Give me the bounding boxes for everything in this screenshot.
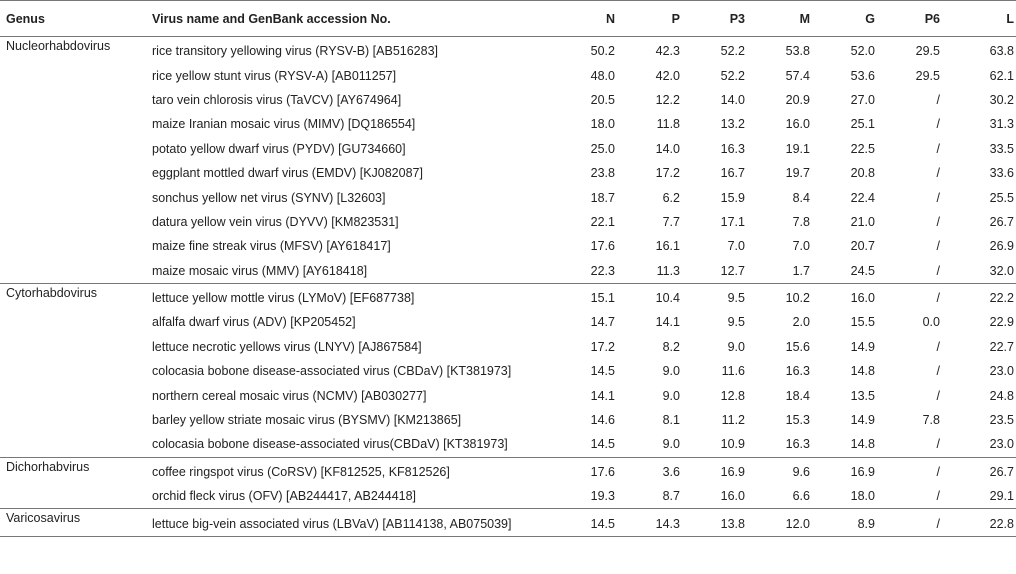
value-cell-n: 17.6 — [590, 464, 615, 479]
value-cell-p6: 29.5 — [915, 44, 940, 59]
genus-cell: Cytorhabdovirus — [0, 283, 152, 457]
value-cell-l: 30.2 — [989, 92, 1014, 107]
value-cell-m: 16.3 — [753, 432, 818, 457]
value-cell-l: 26.7 — [989, 214, 1014, 229]
value-cell-p3: 12.7 — [688, 259, 753, 284]
value-cell-g: 14.9 — [850, 413, 875, 428]
value-cell-m: 20.9 — [785, 92, 810, 107]
value-cell-m: 53.8 — [785, 44, 810, 59]
value-cell-l: 32.0 — [948, 259, 1016, 284]
value-cell-n: 18.0 — [590, 117, 615, 132]
table-row — [0, 359, 1016, 383]
virus-name-cell: rice transitory yellowing virus (RYSV-B) [AB516283] — [152, 44, 438, 59]
header-m: M — [753, 1, 818, 37]
value-cell-g: 20.8 — [850, 166, 875, 181]
virus-name-cell: coffee ringspot virus (CoRSV) [KF812525, KF812526] — [152, 464, 450, 479]
header-p6: P6 — [883, 1, 948, 37]
value-cell-p3: 16.3 — [720, 141, 745, 156]
value-cell-n: 17.6 — [590, 239, 615, 254]
table-row — [0, 234, 1016, 258]
table-row — [0, 63, 1016, 87]
value-cell-l: 22.9 — [989, 315, 1014, 330]
table-row — [0, 137, 1016, 161]
value-cell-n: 14.5 — [558, 432, 623, 457]
value-cell-l: 26.9 — [989, 239, 1014, 254]
value-cell-n: 15.1 — [590, 291, 615, 306]
value-cell-g: 20.7 — [850, 239, 875, 254]
table-body — [0, 37, 1016, 537]
value-cell-n: 14.1 — [590, 388, 615, 403]
table-row — [0, 37, 1016, 64]
value-cell-p3: 52.2 — [720, 68, 745, 83]
value-cell-p: 10.4 — [655, 291, 680, 306]
value-cell-p: 14.1 — [655, 315, 680, 330]
value-cell-p: 8.1 — [662, 413, 680, 428]
value-cell-l: 33.5 — [989, 141, 1014, 156]
header-row — [0, 1, 1016, 37]
value-cell-p: 9.0 — [623, 432, 688, 457]
table-row — [0, 161, 1016, 185]
value-cell-p: 8.2 — [662, 339, 680, 354]
value-cell-p: 17.2 — [655, 166, 680, 181]
virus-name-cell: rice yellow stunt virus (RYSV-A) [AB011257] — [152, 68, 397, 83]
value-cell-p3: 7.0 — [727, 239, 745, 254]
virus-name-cell: maize fine streak virus (MFSV) [AY618417] — [152, 239, 391, 254]
value-cell-l: 26.7 — [989, 464, 1014, 479]
value-cell-p3: 16.7 — [720, 166, 745, 181]
value-cell-p: 9.0 — [662, 388, 680, 403]
table-row — [0, 310, 1016, 334]
value-cell-n: 22.1 — [590, 214, 615, 229]
value-cell-p3: 14.0 — [720, 92, 745, 107]
value-cell-p6: / — [936, 92, 940, 107]
value-cell-n: 22.3 — [558, 259, 623, 284]
virus-name-cell: lettuce necrotic yellows virus (LNYV) [AJ867584] — [152, 339, 422, 354]
value-cell-p6: / — [883, 432, 948, 457]
value-cell-l: 29.1 — [948, 484, 1016, 509]
value-cell-m: 6.6 — [753, 484, 818, 509]
table-row — [0, 457, 1016, 484]
value-cell-p: 6.2 — [662, 190, 680, 205]
header-l: L — [948, 1, 1016, 37]
value-cell-m: 15.6 — [785, 339, 810, 354]
value-cell-p6: / — [883, 259, 948, 284]
table-row — [0, 185, 1016, 209]
value-cell-p3: 11.2 — [721, 413, 745, 428]
value-cell-n: 14.6 — [590, 413, 615, 428]
value-cell-p: 42.0 — [655, 68, 680, 83]
value-cell-p6: / — [936, 117, 940, 132]
value-cell-l: 31.3 — [989, 117, 1014, 132]
value-cell-n: 48.0 — [590, 68, 615, 83]
virus-name-cell: orchid fleck virus (OFV) [AB244417, AB244418] — [152, 484, 558, 509]
header-genus: Genus — [0, 1, 152, 37]
header-n: N — [558, 1, 623, 37]
virus-name-cell: eggplant mottled dwarf virus (EMDV) [KJ082087] — [152, 166, 423, 181]
value-cell-p3: 9.0 — [727, 339, 745, 354]
value-cell-p6: / — [936, 214, 940, 229]
table-row — [0, 335, 1016, 359]
value-cell-m: 2.0 — [792, 315, 810, 330]
table-row — [0, 484, 1016, 509]
value-cell-n: 17.2 — [590, 339, 615, 354]
value-cell-m: 16.3 — [785, 364, 810, 379]
value-cell-m: 15.3 — [785, 413, 810, 428]
value-cell-g: 22.4 — [850, 190, 875, 205]
value-cell-p6: 29.5 — [915, 68, 940, 83]
value-cell-g: 14.8 — [818, 432, 883, 457]
value-cell-p6: 0.0 — [922, 315, 940, 330]
header-virus-name: Virus name and GenBank accession No. — [152, 1, 558, 37]
value-cell-p3: 15.9 — [720, 190, 745, 205]
value-cell-g: 27.0 — [850, 92, 875, 107]
value-cell-g: 52.0 — [850, 44, 875, 59]
value-cell-p: 12.2 — [655, 92, 680, 107]
value-cell-n: 18.7 — [590, 190, 615, 205]
table-row — [0, 210, 1016, 234]
virus-name-cell: colocasia bobone disease-associated virus(CBDaV) [KT381973] — [152, 432, 558, 457]
value-cell-p6: / — [936, 239, 940, 254]
value-cell-p3: 9.5 — [727, 315, 745, 330]
table-row — [0, 383, 1016, 407]
value-cell-m: 8.4 — [792, 190, 810, 205]
value-cell-p: 11.3 — [623, 259, 688, 284]
virus-name-cell: lettuce yellow mottle virus (LYMoV) [EF687738] — [152, 291, 415, 306]
table-row — [0, 432, 1016, 457]
value-cell-p: 7.7 — [662, 214, 680, 229]
genus-cell: Varicosavirus — [0, 509, 152, 536]
value-cell-l: 23.5 — [989, 413, 1014, 428]
value-cell-p3: 16.9 — [720, 464, 745, 479]
value-cell-g: 22.5 — [850, 141, 875, 156]
virus-name-cell: potato yellow dwarf virus (PYDV) [GU734660] — [152, 141, 406, 156]
value-cell-p: 9.0 — [662, 364, 680, 379]
value-cell-m: 16.0 — [785, 117, 810, 132]
value-cell-g: 16.0 — [850, 291, 875, 306]
virus-name-cell: alfalfa dwarf virus (ADV) [KP205452] — [152, 315, 356, 330]
value-cell-p: 14.3 — [623, 509, 688, 536]
value-cell-m: 7.8 — [792, 214, 810, 229]
value-cell-l: 22.2 — [989, 291, 1014, 306]
value-cell-l: 23.0 — [948, 432, 1016, 457]
genus-cell: Dichorhabvirus — [0, 457, 152, 509]
value-cell-m: 10.2 — [785, 291, 810, 306]
virus-name-cell: datura yellow vein virus (DYVV) [KM823531] — [152, 214, 399, 229]
value-cell-p: 14.0 — [655, 141, 680, 156]
virus-name-cell: maize mosaic virus (MMV) [AY618418] — [152, 259, 558, 284]
value-cell-g: 16.9 — [850, 464, 875, 479]
virus-name-cell: colocasia bobone disease-associated virus (CBDaV) [KT381973] — [152, 364, 512, 379]
value-cell-p6: / — [883, 484, 948, 509]
value-cell-g: 8.9 — [818, 509, 883, 536]
value-cell-l: 22.7 — [989, 339, 1014, 354]
table-row — [0, 259, 1016, 284]
value-cell-l: 23.0 — [989, 364, 1014, 379]
value-cell-m: 19.7 — [785, 166, 810, 181]
value-cell-l: 22.8 — [948, 509, 1016, 536]
value-cell-p3: 52.2 — [720, 44, 745, 59]
value-cell-n: 14.5 — [558, 509, 623, 536]
value-cell-p3: 10.9 — [688, 432, 753, 457]
value-cell-p6: / — [936, 464, 940, 479]
header-p3: P3 — [688, 1, 753, 37]
value-cell-n: 14.5 — [590, 364, 615, 379]
value-cell-l: 25.5 — [989, 190, 1014, 205]
value-cell-p6: / — [936, 166, 940, 181]
value-cell-g: 14.9 — [850, 339, 875, 354]
table-row — [0, 112, 1016, 136]
value-cell-m: 18.4 — [785, 388, 810, 403]
value-cell-n: 25.0 — [590, 141, 615, 156]
value-cell-m: 1.7 — [753, 259, 818, 284]
value-cell-l: 63.8 — [989, 44, 1014, 59]
value-cell-m: 19.1 — [785, 141, 810, 156]
value-cell-p3: 9.5 — [727, 291, 745, 306]
table-row — [0, 283, 1016, 310]
virus-name-cell: lettuce big-vein associated virus (LBVaV) [AB114138, AB075039] — [152, 509, 558, 536]
virus-name-cell: taro vein chlorosis virus (TaVCV) [AY674964] — [152, 92, 402, 107]
value-cell-g: 24.5 — [818, 259, 883, 284]
virus-name-cell: barley yellow striate mosaic virus (BYSMV) [KM213865] — [152, 413, 462, 428]
value-cell-g: 25.1 — [850, 117, 875, 132]
virus-name-cell: maize Iranian mosaic virus (MIMV) [DQ186554] — [152, 117, 416, 132]
value-cell-p: 42.3 — [655, 44, 680, 59]
value-cell-g: 18.0 — [818, 484, 883, 509]
value-cell-p6: / — [936, 339, 940, 354]
virus-name-cell: northern cereal mosaic virus (NCMV) [AB030277] — [152, 388, 427, 403]
value-cell-n: 23.8 — [590, 166, 615, 181]
value-cell-g: 21.0 — [850, 214, 875, 229]
value-cell-n: 19.3 — [558, 484, 623, 509]
value-cell-p3: 13.2 — [720, 117, 745, 132]
value-cell-g: 13.5 — [850, 388, 875, 403]
value-cell-l: 24.8 — [989, 388, 1014, 403]
table-row — [0, 408, 1016, 432]
virus-name-cell: sonchus yellow net virus (SYNV) [L32603] — [152, 190, 386, 205]
value-cell-p6: / — [883, 509, 948, 536]
value-cell-p: 3.6 — [662, 464, 680, 479]
value-cell-l: 33.6 — [989, 166, 1014, 181]
value-cell-m: 12.0 — [753, 509, 818, 536]
value-cell-p: 11.8 — [656, 117, 680, 132]
value-cell-p3: 13.8 — [688, 509, 753, 536]
value-cell-g: 14.8 — [850, 364, 875, 379]
value-cell-p: 16.1 — [655, 239, 680, 254]
value-cell-p3: 11.6 — [721, 364, 745, 379]
value-cell-n: 20.5 — [590, 92, 615, 107]
value-cell-m: 7.0 — [792, 239, 810, 254]
value-cell-p6: / — [936, 364, 940, 379]
value-cell-p3: 16.0 — [688, 484, 753, 509]
value-cell-l: 62.1 — [989, 68, 1014, 83]
table-row — [0, 509, 1016, 536]
value-cell-p6: / — [936, 388, 940, 403]
value-cell-m: 9.6 — [792, 464, 810, 479]
header-p: P — [623, 1, 688, 37]
value-cell-p3: 12.8 — [720, 388, 745, 403]
value-cell-g: 15.5 — [850, 315, 875, 330]
value-cell-p: 8.7 — [623, 484, 688, 509]
value-cell-g: 53.6 — [850, 68, 875, 83]
genus-cell: Nucleorhabdovirus — [0, 37, 152, 284]
table-row — [0, 88, 1016, 112]
value-cell-n: 50.2 — [590, 44, 615, 59]
value-cell-p6: 7.8 — [922, 413, 940, 428]
value-cell-p6: / — [936, 190, 940, 205]
value-cell-p6: / — [936, 141, 940, 156]
header-g: G — [818, 1, 883, 37]
value-cell-m: 57.4 — [785, 68, 810, 83]
value-cell-p6: / — [936, 291, 940, 306]
value-cell-n: 14.7 — [590, 315, 615, 330]
value-cell-p3: 17.1 — [720, 214, 745, 229]
